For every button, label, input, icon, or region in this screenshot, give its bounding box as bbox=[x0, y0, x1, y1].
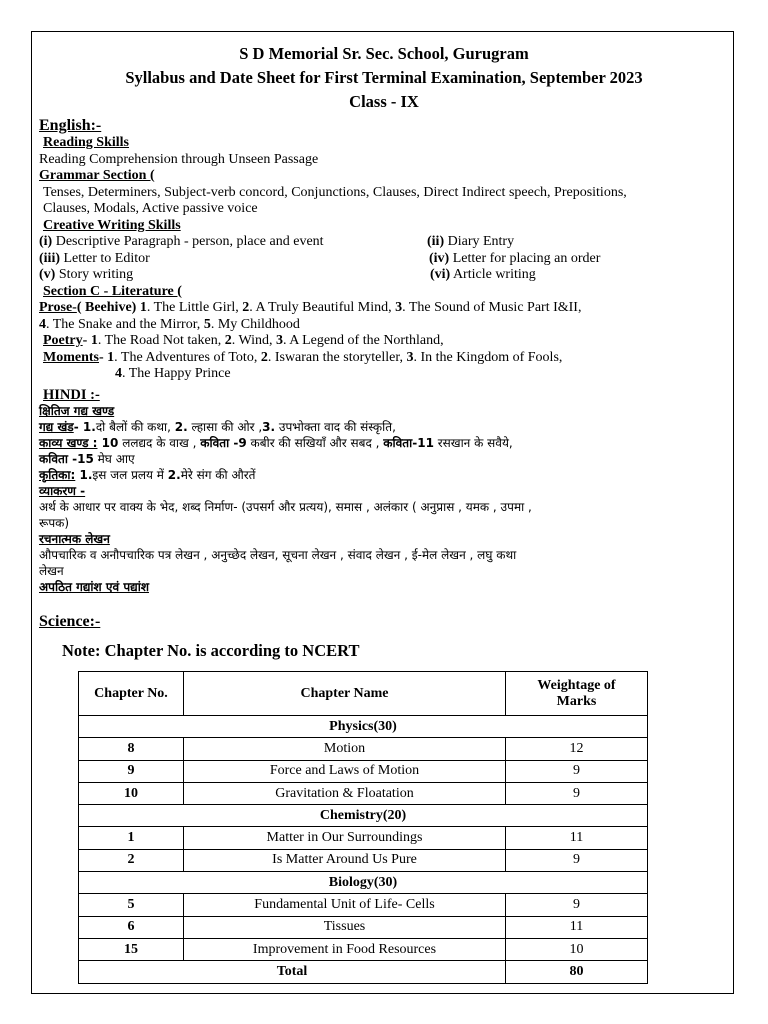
total-value: 80 bbox=[506, 961, 648, 983]
rachnatmak-heading: रचनात्मक लेखन bbox=[39, 532, 110, 546]
item-text: Letter to Editor bbox=[60, 250, 150, 266]
chapter-number: 10 bbox=[97, 436, 119, 450]
marks-cell: 12 bbox=[506, 738, 648, 760]
moments-line-2 bbox=[39, 366, 729, 383]
chapter-number: 4 bbox=[115, 366, 122, 381]
science-note: Note: Chapter No. is according to NCERT bbox=[62, 641, 360, 660]
creative-row bbox=[39, 234, 729, 251]
item-text: Article writing bbox=[450, 267, 536, 282]
class-title: Class - IX bbox=[349, 92, 419, 111]
group-title: Biology(30) bbox=[79, 872, 648, 894]
marks-cell: 9 bbox=[506, 894, 648, 916]
col-header-chapter-name: Chapter Name bbox=[184, 672, 506, 716]
chapter-name-cell: Gravitation & Floatation bbox=[184, 782, 506, 804]
item-number: (i) bbox=[39, 234, 53, 249]
weightage-line-2: Marks bbox=[556, 693, 597, 709]
chapter-title: ललद्यद के वाख , bbox=[118, 436, 201, 450]
kritika-label: कृतिका: bbox=[39, 468, 76, 482]
table-row bbox=[79, 760, 648, 782]
table-row bbox=[79, 938, 648, 960]
prose-label: Prose- bbox=[39, 300, 77, 315]
chapter-title: . My Childhood bbox=[210, 316, 300, 332]
chapter-number: कविता -15 bbox=[39, 452, 94, 466]
science-marks-table bbox=[78, 671, 648, 984]
item-text: Diary Entry bbox=[444, 234, 515, 249]
item-text: Descriptive Paragraph - person, place and event bbox=[52, 234, 324, 249]
table-row bbox=[79, 916, 648, 938]
creative-writing-heading: Creative Writing Skills bbox=[43, 217, 181, 233]
group-row-biology bbox=[79, 872, 648, 894]
reading-skills-text: Reading Comprehension through Unseen Passage bbox=[39, 151, 319, 167]
chapter-title: दो बैलों की कथा, bbox=[95, 420, 175, 434]
chapter-name-cell: Force and Laws of Motion bbox=[184, 760, 506, 782]
creative-row bbox=[39, 267, 729, 284]
chapter-no-cell: 10 bbox=[79, 782, 184, 804]
marks-cell: 11 bbox=[506, 827, 648, 849]
item-number: (v) bbox=[39, 267, 56, 282]
weightage-line-1: Weightage of bbox=[537, 677, 616, 693]
chapter-name-cell: Matter in Our Surroundings bbox=[184, 827, 506, 849]
item-number: (iv) bbox=[429, 250, 450, 266]
marks-cell: 10 bbox=[506, 938, 648, 960]
chapter-number: - 1 bbox=[82, 333, 98, 348]
prose-book: ( Beehive) bbox=[76, 300, 137, 315]
moments-line-1 bbox=[39, 350, 729, 367]
exam-title: Syllabus and Date Sheet for First Terminal Examination, September 2023 bbox=[125, 68, 643, 87]
chapter-number: 2 bbox=[242, 300, 250, 315]
chapter-title: रसखान के सवैये, bbox=[433, 436, 513, 450]
chapter-title: . Wind, bbox=[231, 333, 277, 348]
gadya-line bbox=[39, 419, 729, 435]
prose-line-2 bbox=[39, 317, 729, 334]
chapter-number: - 1 bbox=[99, 349, 115, 365]
poetry-label: Poetry bbox=[43, 333, 83, 348]
chapter-number: 2 bbox=[260, 349, 268, 365]
marks-cell: 9 bbox=[506, 760, 648, 782]
chapter-title: . A Truly Beautiful Mind, bbox=[249, 300, 396, 315]
chapter-title: . The Sound of Music Part I&II, bbox=[402, 300, 582, 315]
total-label: Total bbox=[79, 961, 506, 983]
col-header-chapter-no: Chapter No. bbox=[79, 672, 184, 716]
vyakaran-heading: व्याकरण - bbox=[39, 484, 86, 498]
chapter-title: . The Little Girl, bbox=[146, 300, 243, 315]
kritika-line bbox=[39, 467, 729, 483]
table-row bbox=[79, 894, 648, 916]
chapter-number: 3 bbox=[395, 300, 403, 315]
creative-row bbox=[39, 251, 729, 268]
grammar-heading: Grammar Section ( bbox=[39, 168, 155, 183]
chapter-number: कविता -9 bbox=[200, 436, 247, 450]
group-title: Physics(30) bbox=[79, 716, 648, 738]
item-number: (iii) bbox=[39, 250, 60, 266]
table-row bbox=[79, 849, 648, 871]
rachnatmak-line-1: औपचारिक व अनौपचारिक पत्र लेखन , अनुच्छेद लेखन, सूचना लेखन , संवाद लेखन , ई-मेल लेखन , लघु कथा bbox=[39, 548, 517, 562]
chapter-title: ल्हासा की ओर , bbox=[187, 420, 263, 434]
chapter-number: 3. bbox=[262, 420, 276, 434]
moments-label: Moments bbox=[43, 349, 99, 365]
table-row bbox=[79, 738, 648, 760]
hindi-heading: HINDI :- bbox=[43, 386, 100, 403]
chapter-title: . Iswaran the storyteller, bbox=[267, 349, 407, 365]
chapter-title: इस जल प्रलय में bbox=[92, 468, 168, 482]
chapter-no-cell: 2 bbox=[79, 849, 184, 871]
chapter-no-cell: 15 bbox=[79, 938, 184, 960]
chapter-name-cell: Fundamental Unit of Life- Cells bbox=[184, 894, 506, 916]
kshitij-heading: क्षितिज गद्य खण्ड bbox=[39, 404, 115, 418]
chapter-title: मेघ आए bbox=[93, 452, 135, 466]
vyakaran-line-2: रूपक) bbox=[39, 516, 70, 530]
chapter-name-cell: Is Matter Around Us Pure bbox=[184, 849, 506, 871]
kavya-label: काव्य खण्ड : bbox=[39, 436, 98, 450]
chapter-number: 2. bbox=[167, 468, 181, 482]
marks-cell: 9 bbox=[506, 782, 648, 804]
chapter-title: . In the Kingdom of Fools, bbox=[413, 349, 563, 365]
chapter-number: 3 bbox=[276, 333, 284, 348]
chapter-no-cell: 5 bbox=[79, 894, 184, 916]
english-heading: English:- bbox=[39, 117, 102, 134]
chapter-number: 3 bbox=[406, 349, 414, 365]
table-row bbox=[79, 782, 648, 804]
kavya-line-1 bbox=[39, 435, 729, 451]
chapter-name-cell: Tissues bbox=[184, 916, 506, 938]
grammar-line-1: Tenses, Determiners, Subject-verb concord, Conjunctions, Clauses, Direct Indirect speech, Prepositions, bbox=[43, 184, 627, 200]
chapter-title: . The Adventures of Toto, bbox=[114, 349, 261, 365]
chapter-number: - 1. bbox=[73, 420, 96, 434]
chapter-number: 1. bbox=[75, 468, 93, 482]
chapter-number: कविता-11 bbox=[383, 436, 434, 450]
marks-cell: 11 bbox=[506, 916, 648, 938]
chapter-number: 5 bbox=[203, 316, 211, 332]
table-header-row bbox=[79, 672, 648, 716]
chapter-no-cell: 8 bbox=[79, 738, 184, 760]
chapter-name-cell: Improvement in Food Resources bbox=[184, 938, 506, 960]
poetry-line bbox=[39, 333, 729, 350]
col-header-weightage bbox=[506, 672, 648, 716]
group-row-physics bbox=[79, 716, 648, 738]
chapter-title: मेरे संग की औरतें bbox=[180, 468, 256, 482]
item-number: (vi) bbox=[430, 267, 451, 282]
chapter-title: . A Legend of the Northland, bbox=[283, 333, 444, 348]
chapter-number: 2. bbox=[174, 420, 188, 434]
document-content bbox=[39, 40, 729, 661]
item-text: Letter for placing an order bbox=[449, 250, 601, 266]
kavya-line-2 bbox=[39, 451, 729, 467]
chapter-number: 1 bbox=[136, 300, 147, 315]
gadya-label: गद्य खंड bbox=[39, 420, 74, 434]
grammar-line-2: Clauses, Modals, Active passive voice bbox=[43, 201, 258, 216]
item-number: (ii) bbox=[427, 234, 445, 249]
chapter-number: 4 bbox=[39, 316, 46, 332]
item-text: Story writing bbox=[55, 267, 134, 282]
chapter-no-cell: 1 bbox=[79, 827, 184, 849]
chapter-title: . The Road Not taken, bbox=[97, 333, 225, 348]
chapter-no-cell: 6 bbox=[79, 916, 184, 938]
chapter-title: . The Happy Prince bbox=[122, 366, 231, 381]
science-heading: Science:- bbox=[39, 613, 101, 630]
group-row-chemistry bbox=[79, 805, 648, 827]
chapter-title: कबीर की सखियाँ और सबद , bbox=[246, 436, 384, 450]
chapter-name-cell: Motion bbox=[184, 738, 506, 760]
group-title: Chemistry(20) bbox=[79, 805, 648, 827]
chapter-number: 2 bbox=[224, 333, 232, 348]
literature-heading: Section C - Literature ( bbox=[43, 283, 182, 299]
school-name: S D Memorial Sr. Sec. School, Gurugram bbox=[239, 44, 529, 63]
vyakaran-line-1: अर्थ के आधार पर वाक्य के भेद, शब्द निर्माण- (उपसर्ग और प्रत्यय), समास , अलंकार ( अनुप्रास , यमक , उपमा , bbox=[39, 500, 532, 514]
chapter-title: उपभोक्ता वाद की संस्कृति, bbox=[275, 420, 396, 434]
reading-skills-heading: Reading Skills bbox=[43, 135, 129, 150]
chapter-title: . The Snake and the Mirror, bbox=[46, 316, 204, 332]
total-row bbox=[79, 961, 648, 983]
chapter-no-cell: 9 bbox=[79, 760, 184, 782]
rachnatmak-line-2: लेखन bbox=[39, 564, 64, 578]
apathit-heading: अपठित गद्यांश एवं पद्यांश bbox=[39, 580, 149, 594]
marks-cell: 9 bbox=[506, 849, 648, 871]
prose-line-1 bbox=[39, 300, 729, 317]
table-row bbox=[79, 827, 648, 849]
